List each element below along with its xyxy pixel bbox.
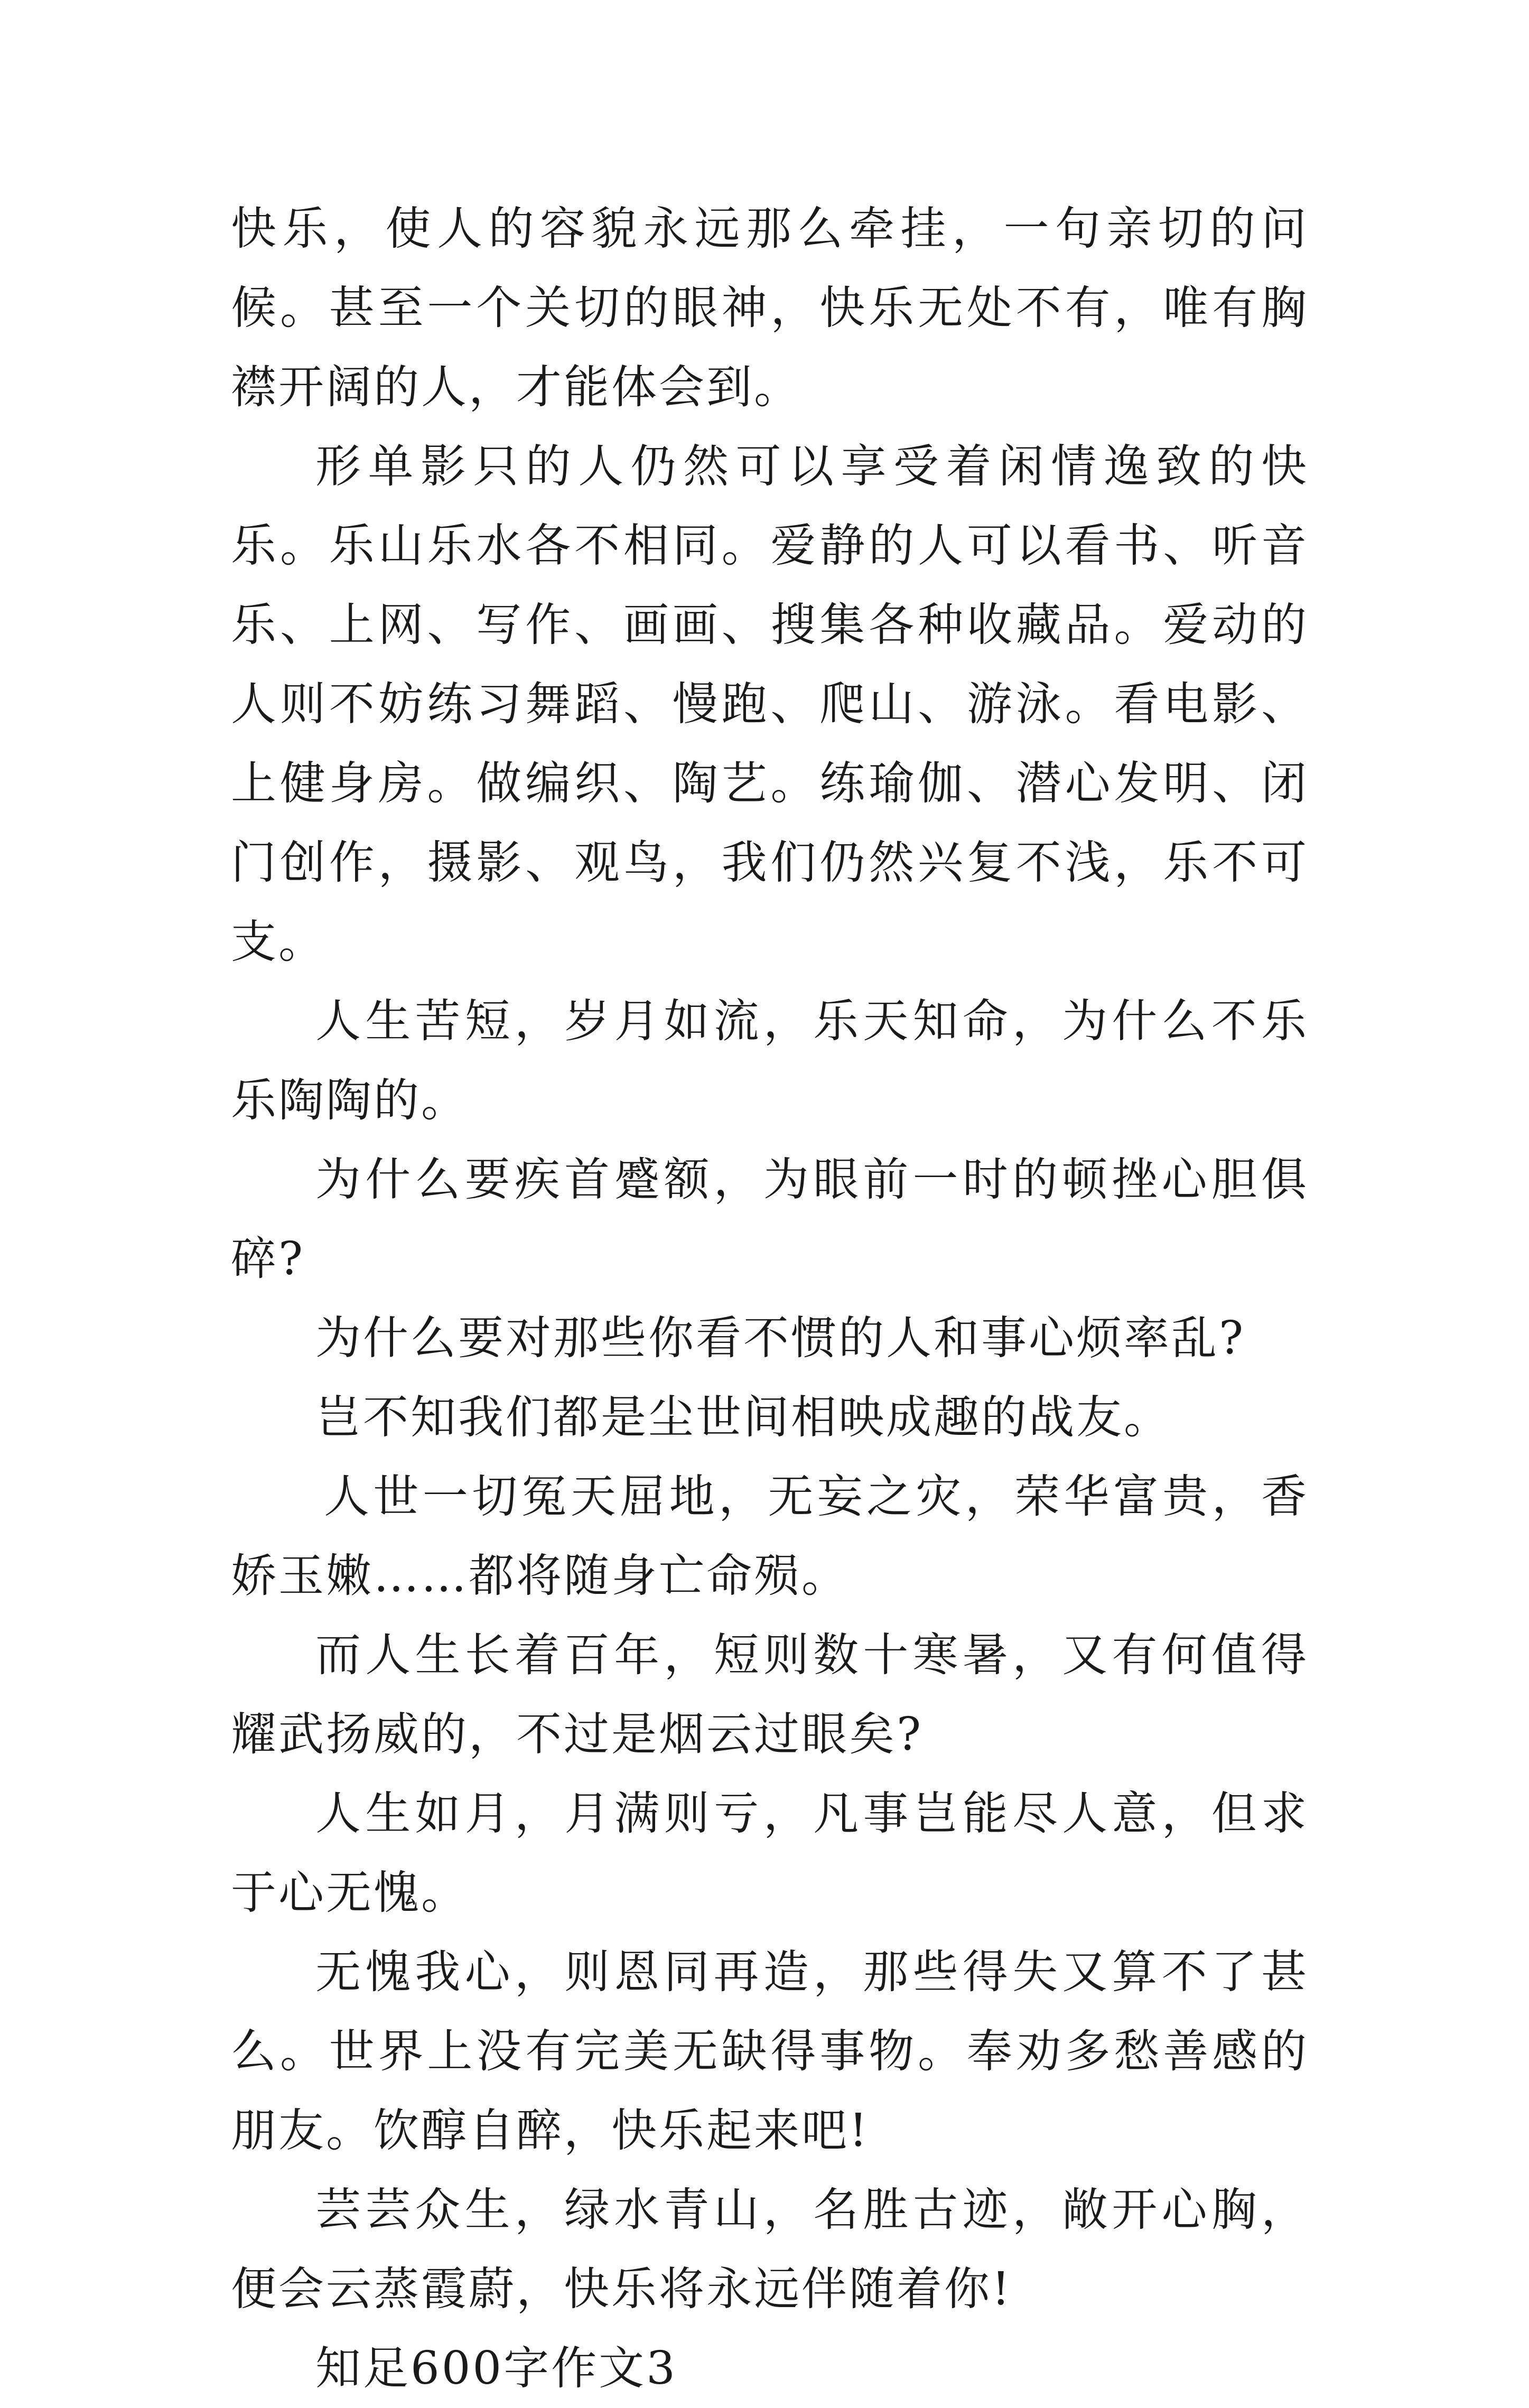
paragraph-10: 无愧我心，则恩同再造，那些得失又算不了甚么。世界上没有完美无缺得事物。奉劝多愁善感的朋友。饮醇自醉，快乐起来吧!	[231, 1946, 1309, 2157]
paragraph-2: 形单影只的人仍然可以享受着闲情逸致的快乐。乐山乐水各不相同。爱静的人可以看书、听音乐、上网、写作、画画、搜集各种收藏品。爱动的人则不妨练习舞蹈、慢跑、爬山、游泳。看电影、上健身房。做编织、陶艺。练瑜伽、潜心发明、闭门创作，摄影、观鸟，我们仍然兴复不浅，乐不可支。	[231, 440, 1309, 968]
essay-body	[231, 189, 1309, 2408]
section-heading: 知足600字作文3	[315, 2342, 677, 2395]
paragraph-7: 人世一切冤天屈地，无妄之灾，荣华富贵，香娇玉嫩……都将随身亡命殒。	[231, 1470, 1309, 1602]
paragraph-6: 岂不知我们都是尘世间相映成趣的战友。	[315, 1391, 1171, 1444]
paragraph-1: 快乐，使人的容貌永远那么牵挂，一句亲切的问候。甚至一个关切的眼神，快乐无处不有，唯有胸襟开阔的人，才能体会到。	[231, 202, 1309, 414]
paragraph-11: 芸芸众生，绿水青山，名胜古迹，敞开心胸，便会云蒸霞蔚，快乐将永远伴随着你!	[231, 2183, 1309, 2316]
paragraph-3: 人生苦短，岁月如流，乐天知命，为什么不乐乐陶陶的。	[231, 995, 1309, 1127]
paragraph-5: 为什么要对那些你看不惯的人和事心烦率乱?	[315, 1312, 1246, 1365]
paragraph-9: 人生如月，月满则亏，凡事岂能尽人意，但求于心无愧。	[231, 1787, 1309, 1919]
paragraph-4: 为什么要疾首蹙额，为眼前一时的顿挫心胆俱碎?	[231, 1153, 1309, 1285]
paragraph-8: 而人生长着百年，短则数十寒暑，又有何值得耀武扬威的，不过是烟云过眼矣?	[231, 1629, 1309, 1761]
